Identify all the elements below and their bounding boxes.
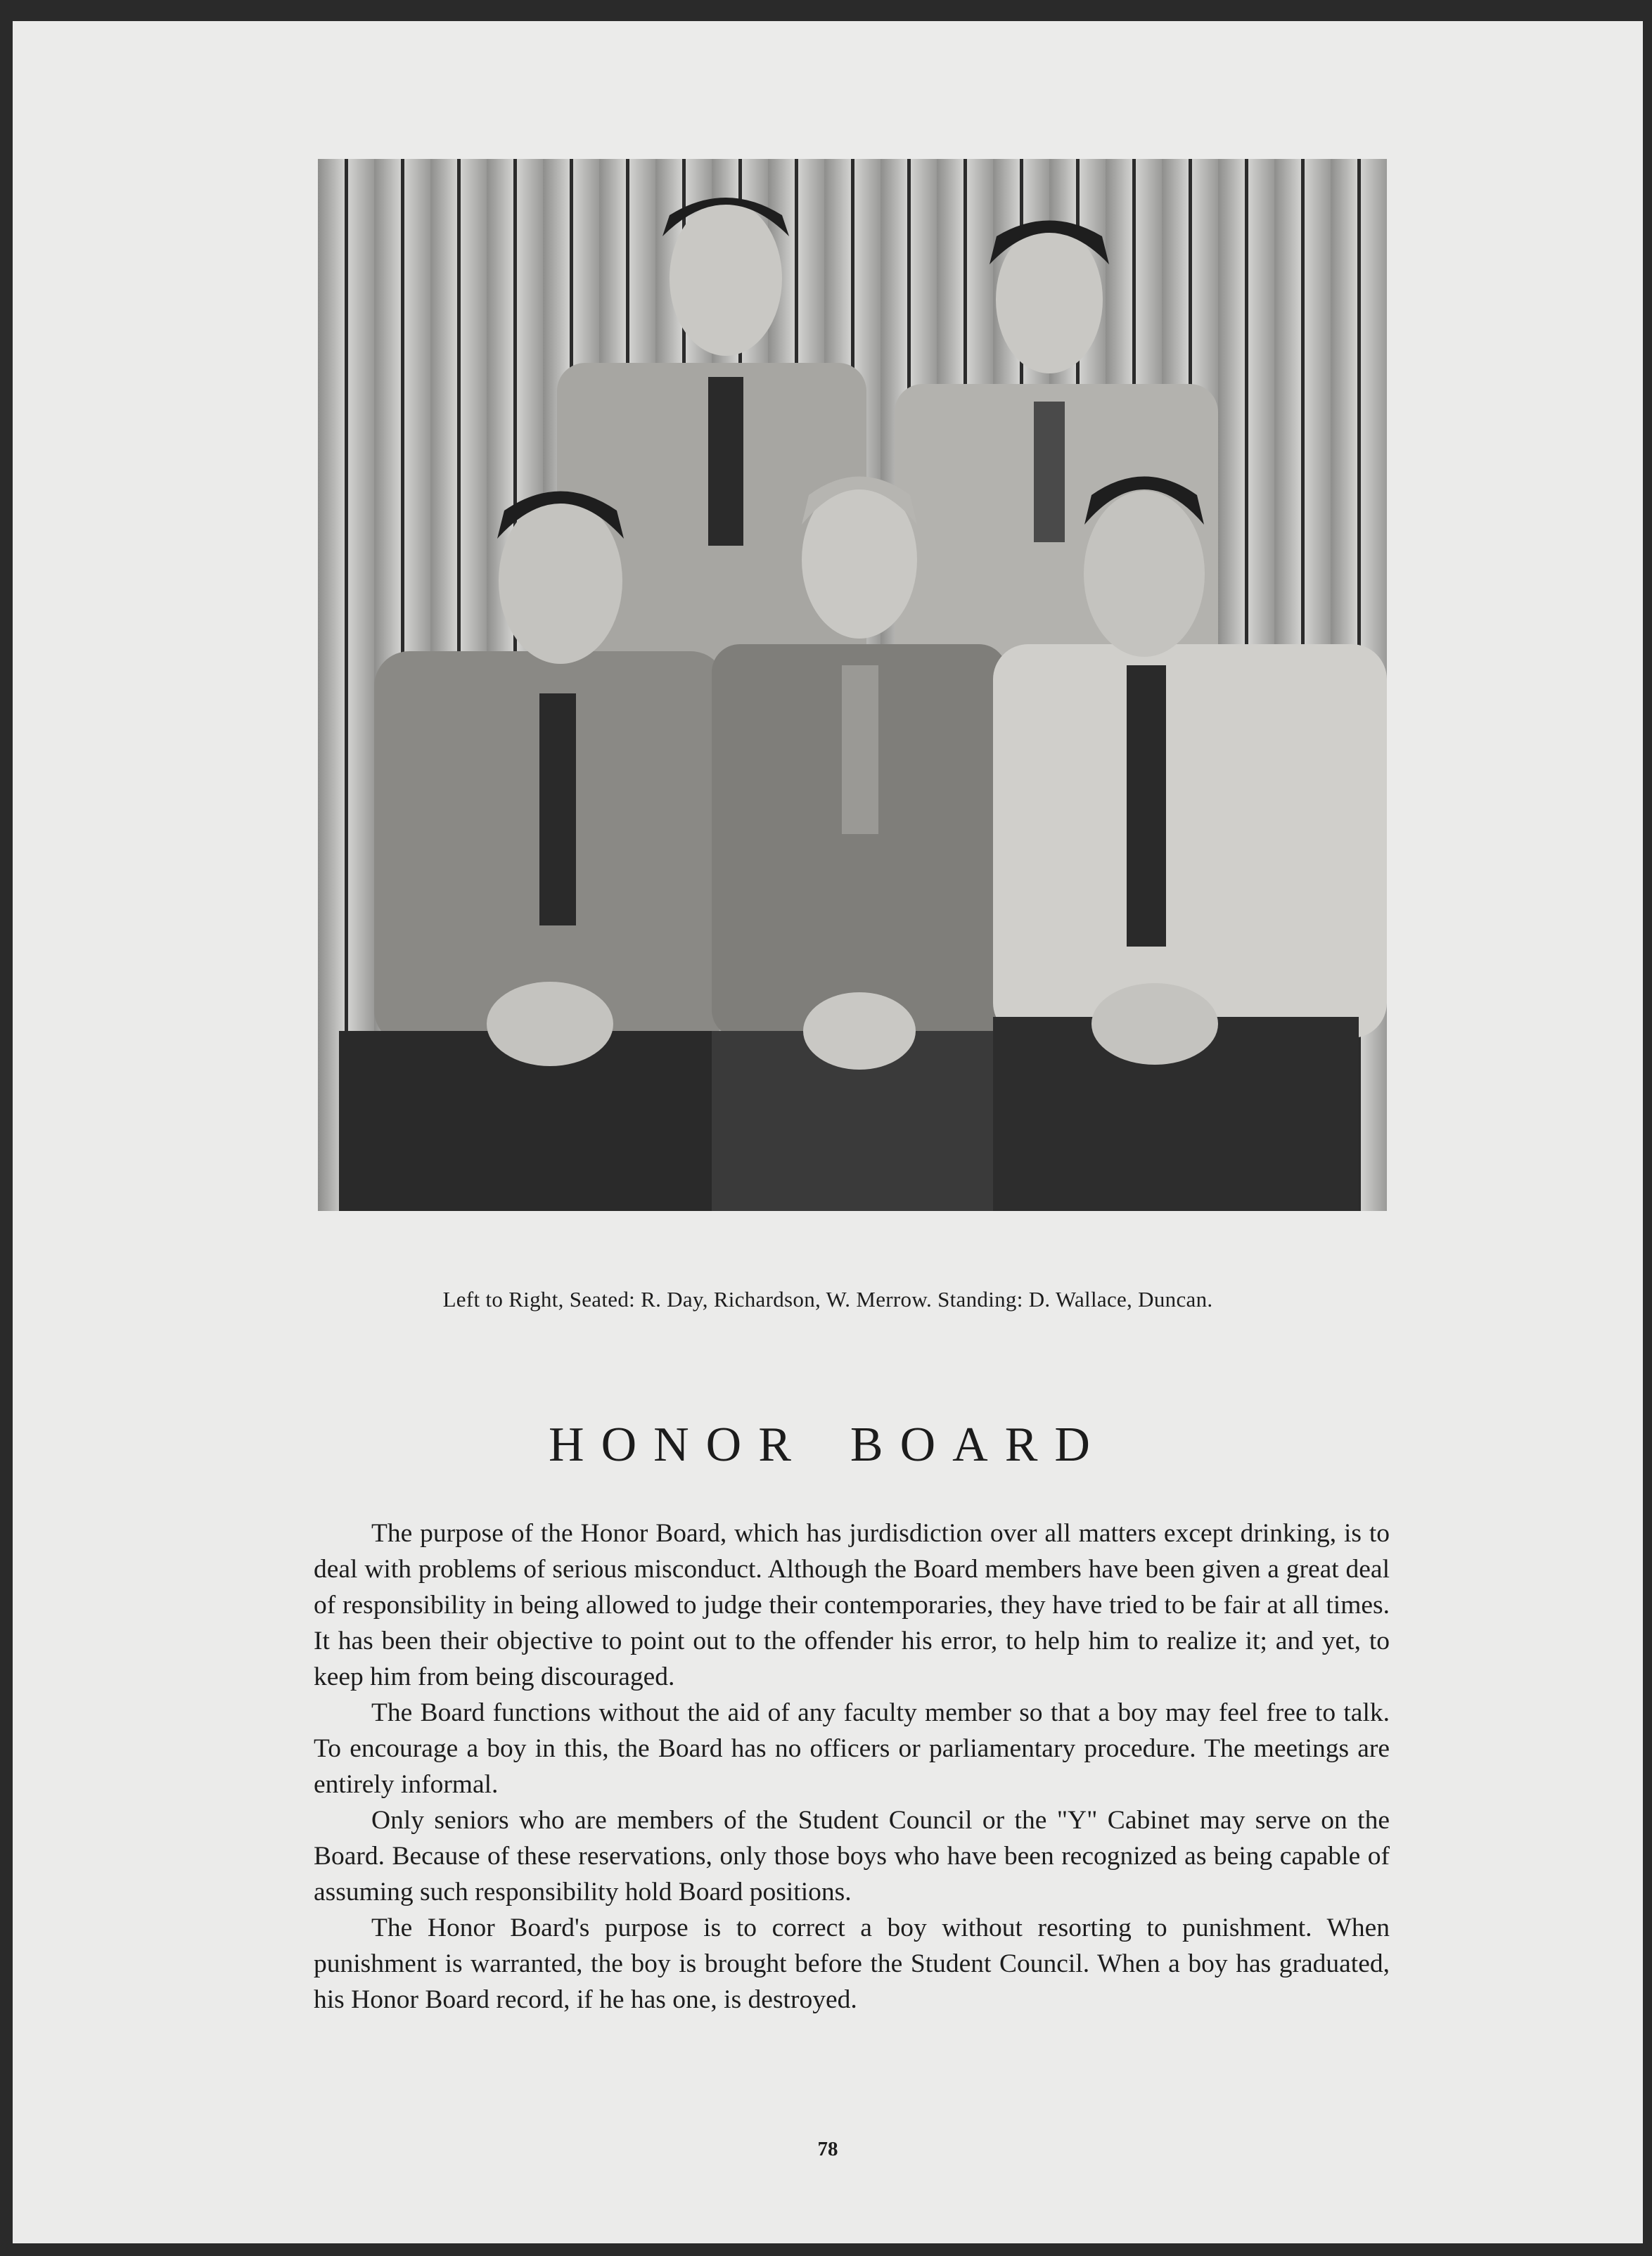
page-number: 78: [817, 2138, 838, 2160]
paragraph: The Honor Board's purpose is to correct a boy without resorting to punishment. When punishment is warranted, the boy is brought before the Student Council. When a boy has graduated, his Honor Board record, if he has one, is destroyed.: [314, 1914, 1390, 2014]
paragraph: Only seniors who are members of the Student Council or the "Y" Cabinet may serve on the Board. Because of these reservations, only those boys who have been recognized as being capable of assuming such responsibility hold Board positions.: [314, 1806, 1390, 1906]
title-word-board: BOARD: [850, 1418, 1107, 1472]
paragraph: The Board functions without the aid of any faculty member so that a boy may feel free to talk. To encourage a boy in this, the Board has no officers or parliamentary procedure. The meetings are entirely informal.: [314, 1698, 1390, 1799]
photo-caption: Left to Right, Seated: R. Day, Richardson, W. Merrow. Standing: D. Wallace, Duncan.: [442, 1287, 1213, 1312]
page-title: [13, 1417, 1643, 1473]
title-word-honor: HONOR: [549, 1418, 808, 1472]
paragraph: The purpose of the Honor Board, which has jurdisdiction over all matters except drinking, is to deal with problems of serious misconduct. Although the Board members have been given a great deal of responsibility in being allowed to judge their contemporaries, they have tried to be fair at all times. It has been their objective to point out to the offender his error, to help him to realize it; and yet, to keep him from being discouraged.: [314, 1519, 1390, 1691]
yearbook-page: [13, 21, 1643, 2243]
article-body: [314, 1515, 1390, 2018]
group-photo-icon: [318, 159, 1387, 1211]
group-photo: [318, 159, 1387, 1211]
